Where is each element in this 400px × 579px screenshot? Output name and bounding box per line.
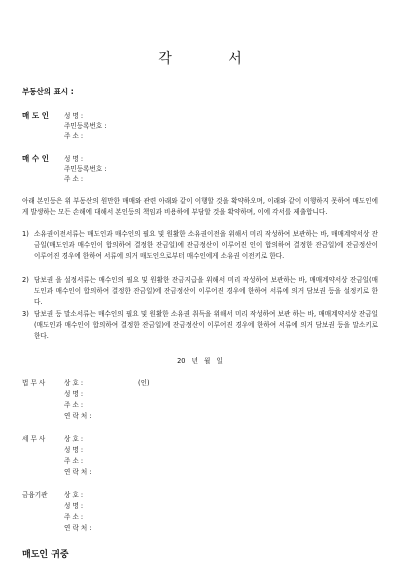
clause-1 — [22, 229, 378, 262]
buyer-name-label: 성 명 : — [64, 155, 84, 163]
signer-1-company-label: 상 호 : — [64, 379, 84, 387]
signer-3-phone-label: 연 락 처 : — [64, 524, 92, 532]
signer-3-role: 금융기관 — [22, 491, 48, 499]
intro-paragraph: 아래 본인등은 위 부동산의 원만한 매매와 관련 아래와 같이 이행할 것을 확약하오며, 이래와 같이 이행하지 못하여 매도인에게 발생하는 모든 손해에 대해서 본인등의 책임과 비용하에 부담할 것을 확약하며, 이에 각서를 제출합니다. — [22, 197, 378, 216]
signer-2-company-label: 상 호 : — [64, 435, 84, 443]
signer-1-role: 법 무 사 — [22, 379, 46, 387]
clause-3-number: 3) — [22, 310, 29, 318]
clause-1-number: 1) — [22, 230, 29, 238]
property-label: 부동산의 표시 : — [22, 87, 74, 96]
signer-3-name-label: 성 명 : — [64, 502, 84, 510]
signer-1-name-label: 성 명 : — [64, 390, 84, 398]
signer-2-name-label: 성 명 : — [64, 446, 84, 454]
clause-2-text: 담보권 을 설정서류는 매수인의 필요 및 원활한 잔금지급을 위해서 미리 작성하여 보관하는 바, 매매계약서상 잔금일(매도인과 매수인이 합의하여 결정한 잔금일)에 잔금정산이 이루어진 경우에 한하여 서류에 의거 담보권 등을 설정키로 한다. — [34, 276, 378, 306]
signer-1-address-label: 주 소 : — [64, 401, 84, 409]
recipient-footer: 매도인 귀중 — [22, 550, 69, 560]
seller-id-label: 주민등록번호 : — [64, 122, 107, 130]
buyer-role: 매 수 인 — [22, 154, 49, 163]
document-title: 각 서 — [158, 51, 268, 67]
signer-1-phone-label: 연 락 처 : — [64, 412, 92, 420]
document-date: 20 년 월 일 — [177, 357, 223, 365]
signer-2-role: 세 무 사 — [22, 435, 46, 443]
buyer-address-label: 주 소 : — [64, 175, 84, 183]
signer-3-company-label: 상 호 : — [64, 491, 84, 499]
signer-3-address-label: 주 소 : — [64, 513, 84, 521]
seller-name-label: 성 명 : — [64, 112, 84, 120]
clause-2-number: 2) — [22, 276, 29, 284]
clause-1-text: 소유권이전서류는 매도인과 매수인의 필요 및 원활한 소유권이전을 위해서 미리 작성하여 보관하는 바, 매매계약서상 잔금일(매도인과 매수인이 합의하여 결정한 잔금일)에 잔금정산이 이루어진 인이 합의하여 결정한 잔금일)에 잔금정산이 이루어진 경우에 한하여 서류에 의거 매도인으로부터 매수인에게 소유권 이전키로 한다. — [34, 230, 378, 260]
clause-3-text: 담보권 등 말소서류는 매수인의 필요 및 원활한 소유권 취득을 위해서 미리 작성하여 보관 하는 바, 매매계약서상 잔금일(매도인과 매수인이 합의하여 결정한 잔금일)에 잔금정산이 이루어진 경우에 한하여 서류에 의거 담보권 등을 말소키로 한다. — [34, 310, 378, 340]
seller-role: 매 도 인 — [22, 111, 49, 120]
signer-1-seal: (인) — [138, 379, 150, 387]
clause-2 — [22, 275, 378, 308]
signer-2-phone-label: 연 락 처 : — [64, 468, 92, 476]
buyer-id-label: 주민등록번호 : — [64, 165, 107, 173]
seller-address-label: 주 소 : — [64, 132, 84, 140]
signer-2-address-label: 주 소 : — [64, 457, 84, 465]
clause-3 — [22, 309, 378, 342]
